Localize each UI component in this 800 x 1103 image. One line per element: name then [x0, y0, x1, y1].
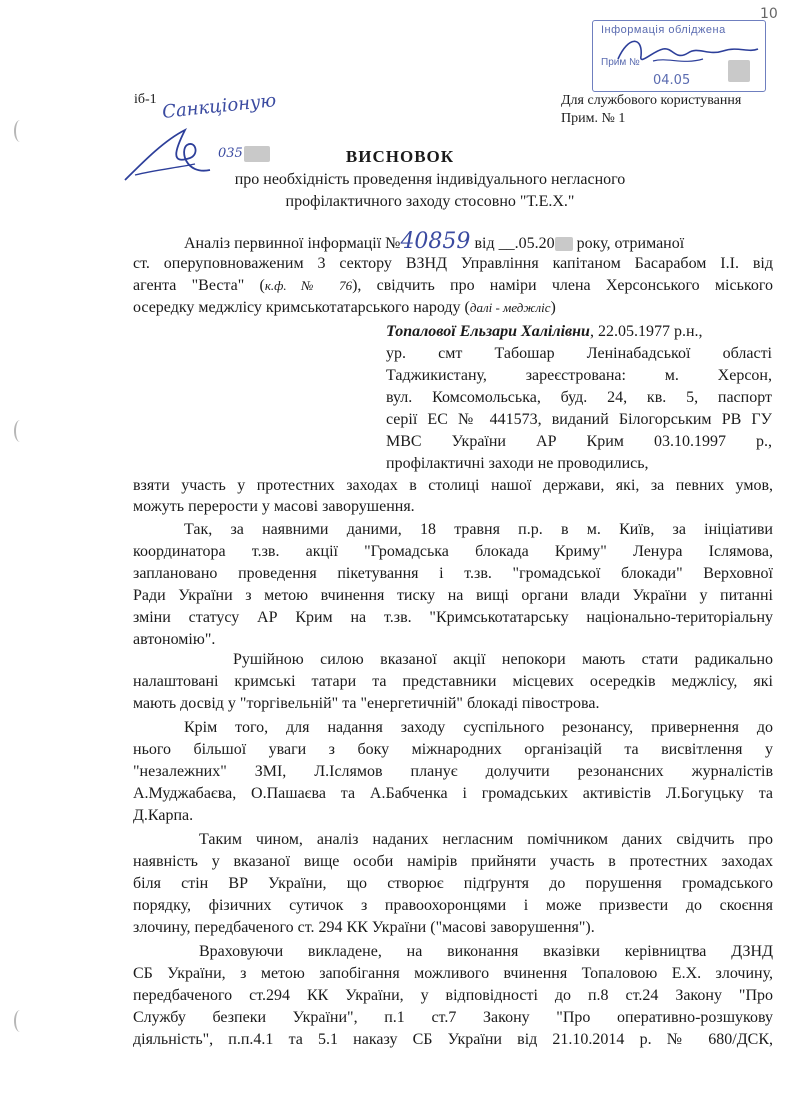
subtitle-line: про необхідність проведення індивідуального негласного	[234, 171, 626, 188]
paragraph-line: взяти участь у протестних заходах в столиці нашої держави, які, за певних умов,	[133, 477, 773, 494]
paragraph-line: Д.Карпа.	[133, 807, 194, 824]
paragraph-line: злочину, передбаченого ст. 294 КК України ("масові заворушення").	[133, 919, 595, 936]
person-line: МВС України АР Крим 03.10.1997 р.,	[386, 433, 772, 450]
page-subtitle	[150, 169, 710, 213]
person-line: вул. Комсомольська, буд. 24, кв. 5, паспорт	[386, 389, 772, 406]
person-line: ур. смт Табошар Ленінабадської області	[386, 345, 772, 362]
punch-hole-mark	[14, 120, 26, 142]
handwritten-sanction: Санкціоную	[161, 90, 278, 123]
subtitle-line: профілактичного заходу стосовно "Т.Е.Х."	[285, 193, 575, 210]
paragraph-line: налаштовані кримські татари та представники місцевих осередків меджлісу, які	[133, 673, 773, 690]
person-text: , 22.05.1977 р.н.,	[589, 323, 703, 340]
intro-text: Аналіз первинної інформації №	[184, 235, 401, 252]
paragraph-line: СБ України, з метою запобігання можливого вчинення Топаловою Е.Х. злочину,	[133, 965, 773, 982]
paragraph-line: координатора т.зв. акції "Громадська блокада Криму" Ленура Іслямова,	[133, 543, 773, 560]
punch-hole-mark	[14, 1010, 26, 1032]
paragraph-line: зміни статусу АР Крим на т.зв. "Кримськотатарську національно-територіальну	[133, 609, 773, 626]
paragraph-line: Службу безпеки України", п.1 ст.7 Закону "Про оперативно-розшукову	[133, 1009, 773, 1026]
paragraph-line: біля стін ВР України, що створює підґрунтя до порушення громадського	[133, 875, 773, 892]
paragraph-line: можуть перерости у масові заворушення.	[133, 498, 415, 515]
intro-line: ст. оперуповноваженим 3 сектору ВЗНД Управління капітаном Басарабом І.І. від	[133, 255, 773, 272]
intro-line	[184, 229, 685, 254]
paragraph-line: Рушійною силою вказаної акції непокори мають стати радикально	[233, 651, 773, 668]
person-line: профілактичні заходи не проводились,	[386, 455, 649, 472]
paragraph-line: діяльність", п.п.4.1 та 5.1 наказу СБ України від 21.10.2014 р. № 680/ДСК,	[133, 1031, 773, 1048]
page-title: ВИСНОВОК	[345, 147, 455, 166]
copy-number: Прим. № 1	[561, 111, 626, 126]
paragraph-line: мають досвід у "торгівельній" та "енергетичній" блокаді півострова.	[133, 695, 600, 712]
paragraph-line: наявність у вказаної вище особи намірів прийняти участь в протестних заходах	[133, 853, 773, 870]
paragraph-line: передбаченого ст.294 КК України, у відповідності до п.8 ст.24 Закону "Про	[133, 987, 773, 1004]
page-number-mark: 10	[760, 6, 778, 22]
handwritten-number: 035	[218, 146, 243, 161]
punch-hole-mark	[14, 420, 26, 442]
handwritten-info-number: 40859	[400, 229, 471, 254]
intro-date: від __.05.20	[474, 235, 555, 252]
abbrev-note: далі - меджліс	[469, 300, 551, 315]
stamp-line-2: Прим №	[601, 57, 640, 68]
paragraph-line: Крім того, для надання заходу суспільного резонансу, привернення до	[184, 719, 773, 736]
person-line: Таджикистану, зареєстрована: м. Херсон,	[386, 367, 772, 384]
person-name: Топалової Ельзари Халілівни	[386, 323, 590, 340]
paragraph-line: "незалежних" ЗМІ, Л.Іслямов планує долучити резонансних журналістів	[133, 763, 773, 780]
intro-text: року, отриманої	[572, 235, 685, 252]
paragraph-line: Так, за наявними даними, 18 травня п.р. в м. Київ, за ініціативи	[184, 521, 773, 538]
stamp-date: 04.05	[653, 73, 691, 88]
paragraph-line: нього більшої уваги з боку міжнародних організацій та висвітлення у	[133, 741, 773, 758]
intro-text: осередку меджлісу кримськотатарського народу (	[133, 299, 470, 316]
classification-label: Для службового користування	[561, 93, 742, 108]
agent-ref: к.ф. № 76	[264, 278, 353, 293]
person-line	[386, 322, 703, 342]
document-code: іб-1	[134, 92, 157, 107]
paragraph-line: А.Муджабаєва, О.Пашаєва та А.Бабченка і громадських активістів Л.Богуцьку та	[133, 785, 773, 802]
paragraph-line: порядку, фізичних сутичок з правоохоронцями і може призвести до скоєння	[133, 897, 773, 914]
paragraph-line: Ради України з метою вчинення тиску на вищі органи влади України у питанні	[133, 587, 773, 604]
intro-line	[133, 276, 773, 296]
intro-text: агента "Веста" (	[133, 277, 265, 294]
redaction-block	[555, 237, 573, 251]
redaction-block	[728, 60, 750, 82]
paragraph-line: Таким чином, аналіз наданих негласним помічником даних свідчить про	[199, 831, 773, 848]
person-line: серії ЕС № 441573, виданий Білогорським РВ ГУ	[386, 411, 772, 428]
stamp-line-1: Інформація обліджена	[601, 24, 726, 36]
intro-text: )	[550, 299, 556, 316]
paragraph-line: автономію".	[133, 631, 216, 648]
intro-line	[133, 298, 556, 318]
intro-text: ), свідчить про наміри члена Херсонського міського	[352, 277, 774, 294]
paragraph-line: Враховуючи викладене, на виконання вказівки керівництва ДЗНД	[199, 943, 773, 960]
paragraph-line: заплановано проведення пікетування і т.зв. "громадської блокади" Верховної	[133, 565, 773, 582]
